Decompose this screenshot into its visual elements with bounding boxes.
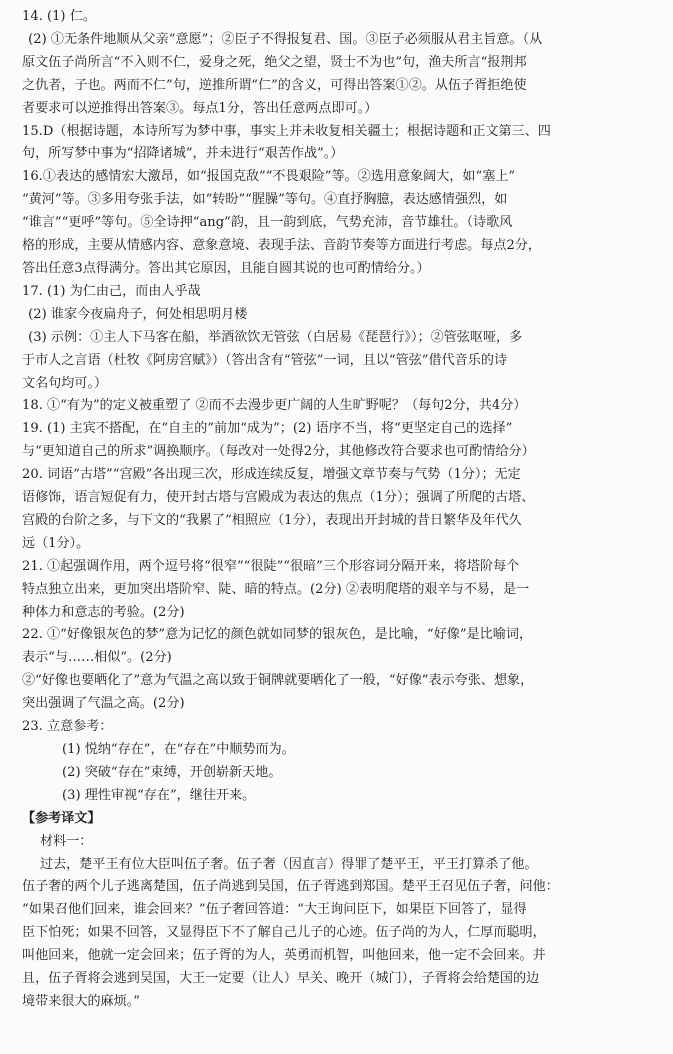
text-line: 之仇者，子也。两而不仁”句，逆推所谓“仁”的含义，可得出答案①②。从伍子胥拒绝使 — [22, 77, 527, 93]
text-line: 15.D（根据诗题，本诗所写为梦中事，事实上并未收复相关疆土；根据诗题和正文第三、四 — [22, 123, 551, 139]
text-line: 18. ①“有为”的定义被重塑了 ②而不去漫步更广阔的人生旷野呢？（每句2分，共4分） — [22, 398, 527, 414]
answer-key-page — [22, 6, 652, 1014]
text-line: 材料一： — [40, 833, 93, 849]
text-line: 宫殿的台阶之多，与下文的“我累了”相照应（1分），表现出开封城的昔日繁华及年代久 — [22, 512, 522, 528]
text-line: 突出强调了气温之高。(2分) — [22, 696, 185, 712]
text-line: 句，所写梦中事为“招降诸城”，并未进行“艰苦作战”。） — [22, 146, 344, 162]
text-line: 者要求可以逆推得出答案③。每点1分，答出任意两点即可。） — [22, 100, 378, 116]
text-line: 文名句均可。） — [22, 375, 108, 391]
text-line: 且，伍子胥将会逃到吴国，大王一定要（让人）早关、晚开（城门），子胥将会给楚国的边 — [22, 971, 540, 987]
text-line: 17. (1) 为仁由己，而由人乎哉 — [22, 283, 201, 299]
text-line: 14. (1) 仁。 — [22, 9, 96, 24]
text-line: “谁言”“更呼”等句。⑤全诗押“ang”韵，且一韵到底，气势充沛，音节雄壮。（诗歌风 — [22, 215, 513, 231]
text-line: (1) 悦纳“存在”，在“存在”中顺势而为。 — [62, 742, 295, 757]
text-line: 种体力和意志的考验。(2分) — [22, 604, 185, 620]
text-line: 16.①表达的感情宏大激昂，如“报国克敌”“不畏艰险”等。②选用意象阔大，如“塞上” — [22, 169, 516, 185]
text-line: 伍子奢的两个儿子逃离楚国，伍子尚逃到吴国，伍子胥逃到郑国。楚平王召见伍子奢，问他： — [22, 879, 559, 895]
text-line: 23. 立意参考： — [22, 719, 113, 735]
text-line: 于市人之言语（杜牧《阿房宫赋》）（答出含有“管弦”一词，且以“管弦”借代音乐的诗 — [22, 352, 508, 368]
text-line: (2) ①无条件地顺从父亲“意愿”；②臣子不得报复君、国。③臣子必须服从君主旨意。（从 — [24, 31, 543, 47]
text-line: (2) 谁家今夜扁舟子，何处相思明月楼 — [24, 306, 248, 322]
section-heading: 【参考译文】 — [22, 810, 101, 826]
text-line: 境带来很大的麻烦。” — [22, 993, 140, 1009]
text-line: 叫他回来，他就一定会回来；伍子胥的为人，英勇而机智，叫他回来，他一定不会回来。并 — [22, 948, 546, 964]
text-line: 22. ①“好像银灰色的梦”意为记忆的颜色就如同梦的银灰色，是比喻，“好像”是比喻词， — [22, 627, 533, 643]
text-line: 过去，楚平王有位大臣叫伍子奢。伍子奢（因直言）得罪了楚平王，平王打算杀了他。 — [40, 856, 538, 872]
text-line: 原文伍子尚所言“不入则不仁，爱身之死，绝父之望，贤士不为也”句，渔夫所言“报荆邦 — [22, 54, 527, 70]
text-line: 语修饰，语言短促有力，使开封古塔与宫殿成为表达的焦点（1分）；强调了所爬的古塔、 — [22, 490, 535, 506]
text-line: ②“好像也要晒化了”意为气温之高以致于铜牌就要晒化了一般，“好像”表示夸张、想象， — [22, 673, 534, 689]
text-line: 格的形成，主要从情感内容、意象意境、表现手法、音韵节奏等方面进行考虑。每点2分， — [22, 238, 541, 254]
text-line: 表示“与……相似”。(2分) — [22, 650, 172, 666]
text-line: 20. 词语“古塔”“宫殿”各出现三次，形成连续反复，增强文章节奏与气势（1分）；无定 — [22, 467, 521, 483]
text-line: 臣下怕死；如果不回答，又显得臣下不了解自己儿子的心迹。伍子尚的为人，仁厚而聪明， — [22, 925, 546, 941]
text-line: “如果召他们回来，谁会回来？”伍子奢回答道：“大王询问臣下，如果臣下回答了，显得 — [22, 902, 527, 918]
text-line: (3) 示例：①主人下马客在船，举酒欲饮无管弦（白居易《琵琶行》）；②管弦呕哑，多 — [24, 329, 523, 345]
text-line: 答出任意3点得满分。答出其它原因，且能自圆其说的也可酌情给分。） — [22, 260, 430, 276]
text-line: 特点独立出来，更加突出塔阶窄、陡、暗的特点。(2分) ②表明爬塔的艰辛与不易，是一 — [22, 581, 530, 597]
text-line: 21. ①起强调作用，两个逗号将“很窄”“很陡”“很暗”三个形容词分隔开来，将塔阶每个 — [22, 558, 520, 574]
text-line: (2) 突破“存在”束缚，开创崭新天地。 — [62, 764, 282, 780]
text-line: 与“更知道自己的所求”调换顺序。（每改对一处得2分，其他修改符合要求也可酌情给分） — [22, 444, 535, 460]
text-line: (3) 理性审视“存在”，继往开来。 — [62, 787, 256, 803]
text-line: “黄河”等。③多用夸张手法，如“转盼”“腥臊”等句。④直抒胸臆，表达感情强烈，如 — [22, 192, 508, 208]
text-line: 19. (1) 主宾不搭配，在“自主的”前加“成为”；(2) 语序不当，将“更坚定自己的选择” — [22, 421, 513, 437]
text-line: 远（1分）。 — [22, 535, 90, 551]
